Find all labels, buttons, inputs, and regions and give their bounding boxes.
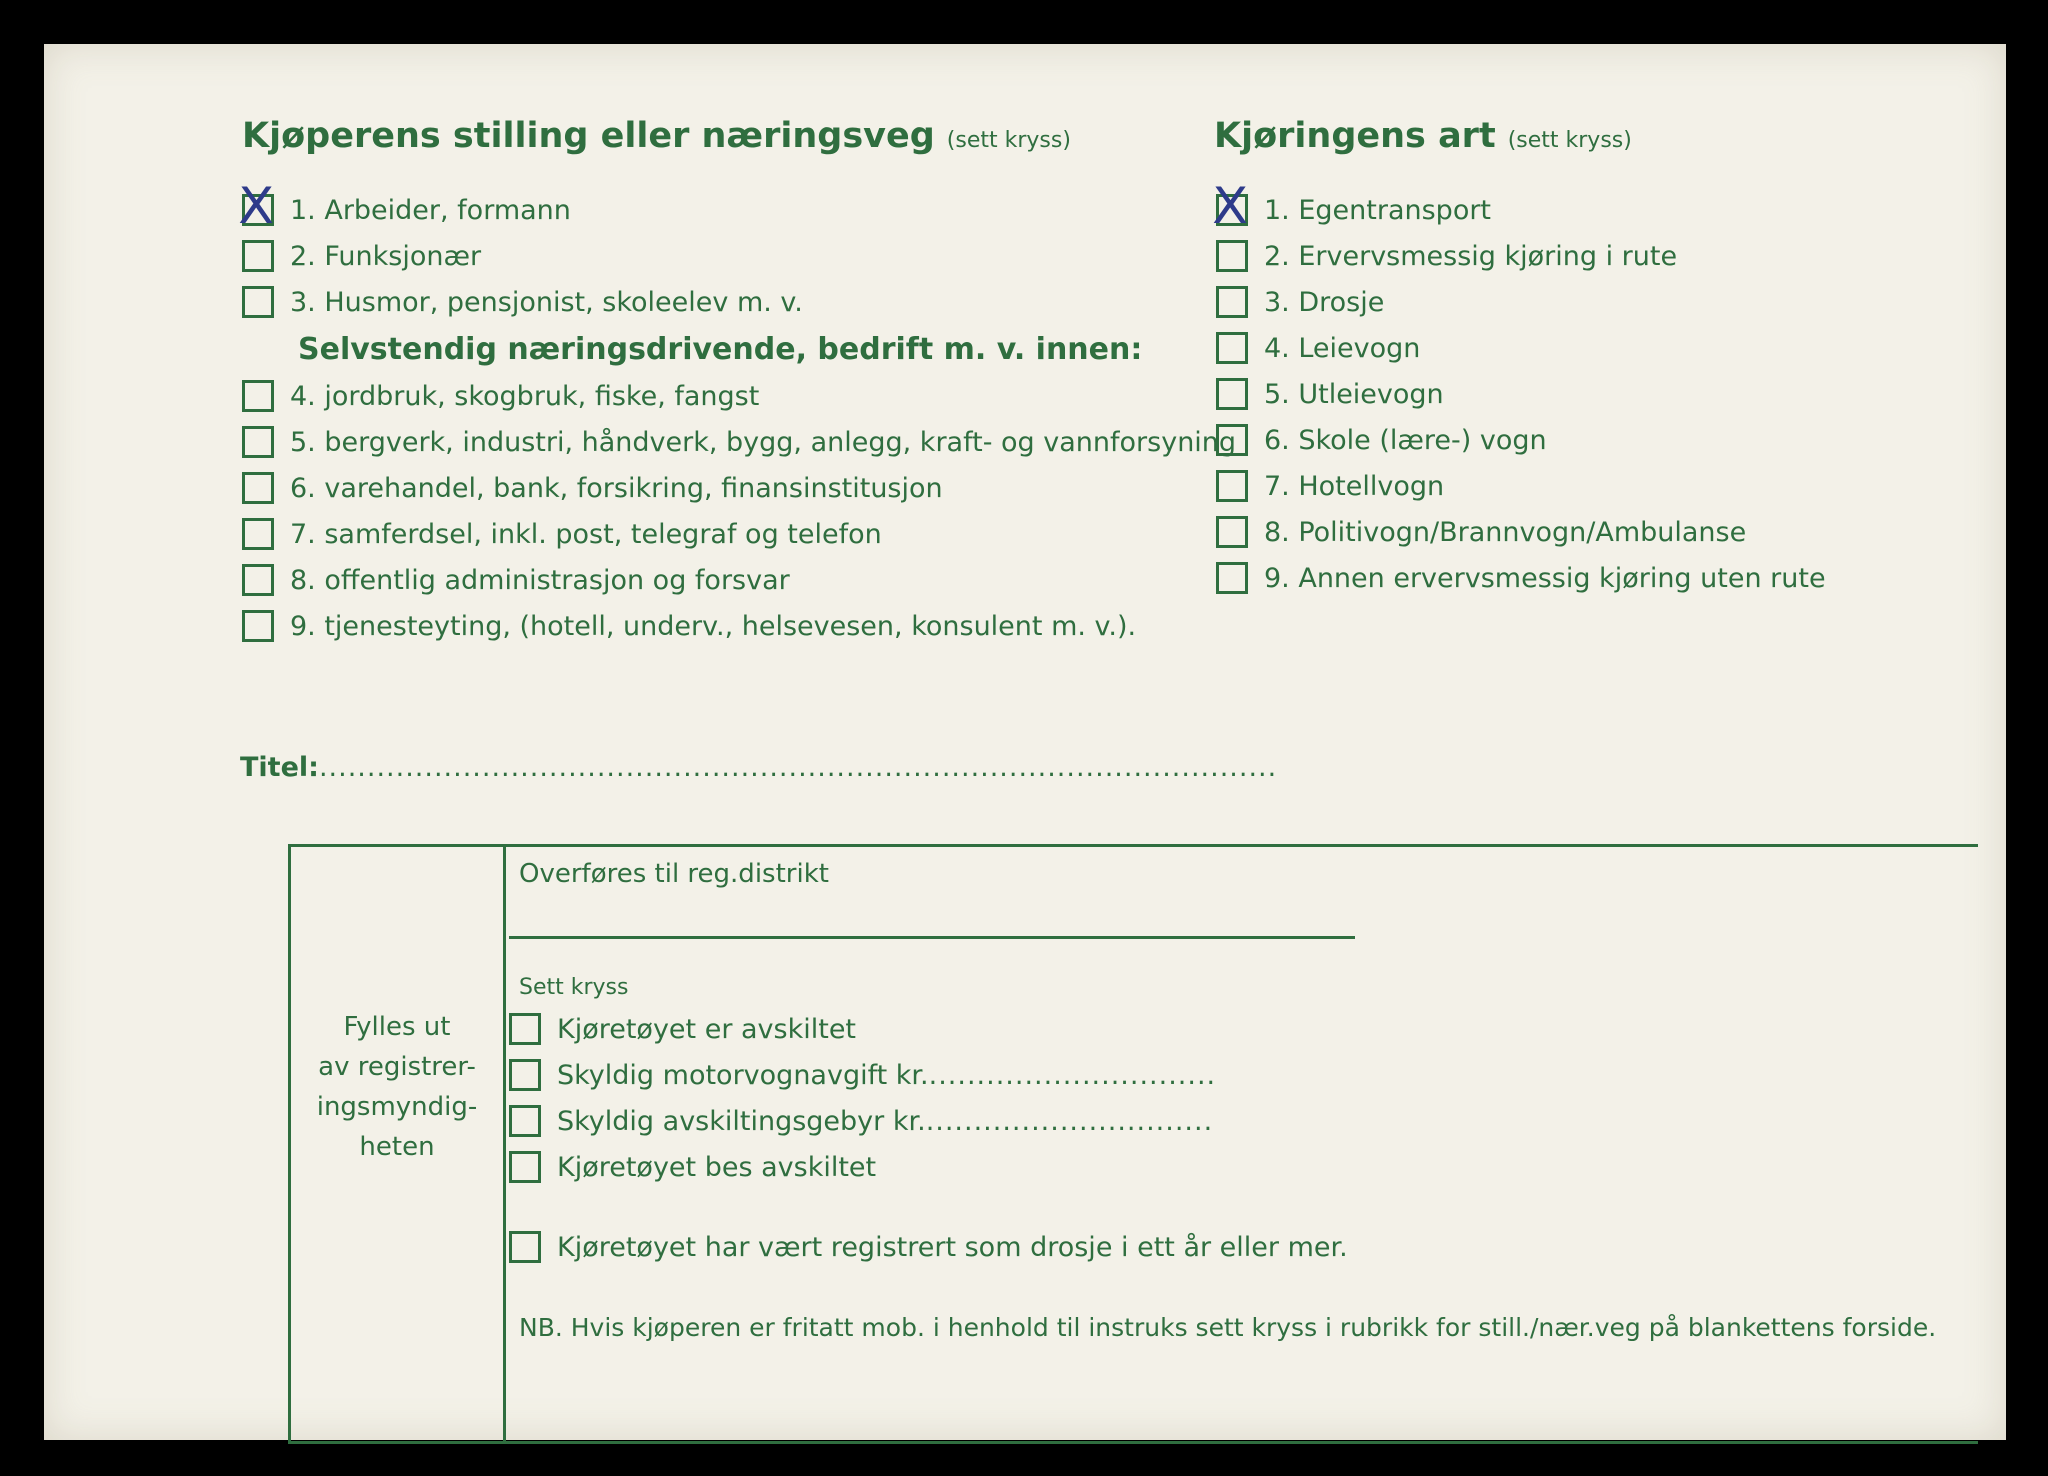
- transfer-line[interactable]: [509, 936, 1355, 939]
- occupation-option-5[interactable]: [242, 422, 1236, 462]
- checkbox[interactable]: [242, 610, 274, 642]
- heading-note: (sett kryss): [1507, 128, 1632, 153]
- check-note: Sett kryss: [519, 975, 629, 1000]
- option-label: 6. varehandel, bank, forsikring, finansinstitusjon: [290, 472, 943, 504]
- option-label: 7. Hotellvogn: [1264, 470, 1445, 502]
- checkbox[interactable]: [242, 472, 274, 504]
- occupation-option-9[interactable]: [242, 606, 1136, 646]
- side-label-line: av registrer-: [318, 1052, 476, 1082]
- option-label: 8. offentlig administrasjon og forsvar: [290, 564, 790, 596]
- occupation-option-6[interactable]: [242, 468, 943, 508]
- checkbox[interactable]: [242, 564, 274, 596]
- option-label: 7. samferdsel, inkl. post, telegraf og telefon: [290, 518, 882, 550]
- checkbox[interactable]: [1216, 516, 1248, 548]
- checkbox[interactable]: [242, 380, 274, 412]
- option-label: 6. Skole (lære-) vogn: [1264, 424, 1547, 456]
- occupation-option-3[interactable]: [242, 282, 803, 322]
- check-mark: X: [1212, 177, 1249, 235]
- checkbox[interactable]: [238, 177, 275, 235]
- form-paper: [44, 44, 2006, 1440]
- driving-option-3[interactable]: [1216, 282, 1384, 322]
- driving-type-heading: [1214, 116, 1632, 156]
- option-label: 2. Funksjonær: [290, 240, 482, 272]
- registry-side-label: [291, 1007, 503, 1167]
- registry-divider: [503, 847, 506, 1441]
- checkbox[interactable]: [509, 1013, 541, 1045]
- taxi-option[interactable]: [509, 1227, 1348, 1267]
- option-label: 8. Politivogn/Brannvogn/Ambulanse: [1264, 516, 1747, 548]
- option-label: Skyldig motorvognavgift kr.: [557, 1059, 929, 1091]
- title-field[interactable]: [240, 752, 1277, 783]
- heading-text: Kjøringens art: [1214, 116, 1496, 156]
- option-label: 3. Husmor, pensjonist, skoleelev m. v.: [290, 286, 803, 318]
- side-label-line: ingsmyndig-: [316, 1092, 478, 1122]
- registry-option-3[interactable]: [509, 1101, 1213, 1141]
- checkbox[interactable]: [509, 1105, 541, 1137]
- checkbox[interactable]: [1216, 332, 1248, 364]
- occupation-option-2[interactable]: [242, 236, 481, 276]
- registry-option-1[interactable]: [509, 1009, 856, 1049]
- side-label-line: Fylles ut: [343, 1012, 451, 1042]
- driving-option-7[interactable]: [1216, 466, 1444, 506]
- option-label: Skyldig avskiltingsgebyr kr.: [557, 1105, 926, 1137]
- checkbox[interactable]: [509, 1059, 541, 1091]
- driving-option-6[interactable]: [1216, 420, 1547, 460]
- checkbox[interactable]: [242, 426, 274, 458]
- amount-dotted-line[interactable]: ..............................: [925, 1105, 1214, 1137]
- heading-note: (sett kryss): [946, 128, 1071, 153]
- checkbox[interactable]: [1216, 562, 1248, 594]
- box-top-rule: [288, 844, 1978, 847]
- registry-option-4[interactable]: [509, 1147, 876, 1187]
- driving-option-4[interactable]: [1216, 328, 1420, 368]
- occupation-option-4[interactable]: [242, 376, 759, 416]
- checkbox[interactable]: [1216, 424, 1248, 456]
- check-mark: X: [238, 177, 275, 235]
- checkbox[interactable]: [1216, 240, 1248, 272]
- checkbox[interactable]: [509, 1151, 541, 1183]
- registry-box: [288, 844, 1978, 1444]
- option-label: 3. Drosje: [1264, 286, 1385, 318]
- option-label: Kjøretøyet bes avskiltet: [557, 1151, 877, 1183]
- option-label: 9. Annen ervervsmessig kjøring uten rute: [1264, 562, 1826, 594]
- checkbox[interactable]: [242, 518, 274, 550]
- option-label: 1. Arbeider, formann: [290, 194, 571, 226]
- registry-option-2[interactable]: [509, 1055, 1216, 1095]
- driving-option-5[interactable]: [1216, 374, 1444, 414]
- driving-option-9[interactable]: [1216, 558, 1826, 598]
- driving-option-2[interactable]: [1216, 236, 1677, 276]
- checkbox[interactable]: [1216, 470, 1248, 502]
- option-label: 9. tjenesteyting, (hotell, underv., helsevesen, konsulent m. v.).: [290, 610, 1137, 642]
- driving-option-1[interactable]: [1212, 177, 1492, 235]
- heading-text: Kjøperens stilling eller næringsveg: [242, 116, 935, 156]
- amount-dotted-line[interactable]: ..............................: [928, 1059, 1217, 1091]
- option-label: 4. Leievogn: [1264, 332, 1421, 364]
- checkbox[interactable]: [242, 240, 274, 272]
- nb-note: NB. Hvis kjøperen er fritatt mob. i henhold til instruks sett kryss i rubrikk for still./nær.veg på blankettens forside.: [519, 1313, 1937, 1342]
- occupation-option-7[interactable]: [242, 514, 882, 554]
- option-label: Kjøretøyet er avskiltet: [557, 1013, 857, 1045]
- driving-option-8[interactable]: [1216, 512, 1746, 552]
- buyer-occupation-heading: [242, 116, 1071, 156]
- self-employed-subheading: Selvstendig næringsdrivende, bedrift m. v. innen:: [298, 332, 1143, 367]
- title-dotted-line: ....................................................................................................: [318, 752, 1278, 783]
- option-label: 2. Ervervsmessig kjøring i rute: [1264, 240, 1678, 272]
- occupation-option-8[interactable]: [242, 560, 790, 600]
- checkbox[interactable]: [1212, 177, 1249, 235]
- option-label: Kjøretøyet har vært registrert som drosje i ett år eller mer.: [557, 1231, 1348, 1263]
- checkbox[interactable]: [509, 1231, 541, 1263]
- checkbox[interactable]: [242, 286, 274, 318]
- option-label: 4. jordbruk, skogbruk, fiske, fangst: [290, 380, 760, 412]
- checkbox[interactable]: [1216, 286, 1248, 318]
- option-label: 1. Egentransport: [1264, 194, 1492, 226]
- transfer-label: Overføres til reg.distrikt: [519, 859, 829, 889]
- title-label: Titel:: [240, 752, 319, 783]
- occupation-option-1[interactable]: [238, 177, 571, 235]
- option-label: 5. bergverk, industri, håndverk, bygg, anlegg, kraft- og vannforsyning: [290, 426, 1237, 458]
- side-label-line: heten: [359, 1132, 435, 1162]
- option-label: 5. Utleievogn: [1264, 378, 1444, 410]
- checkbox[interactable]: [1216, 378, 1248, 410]
